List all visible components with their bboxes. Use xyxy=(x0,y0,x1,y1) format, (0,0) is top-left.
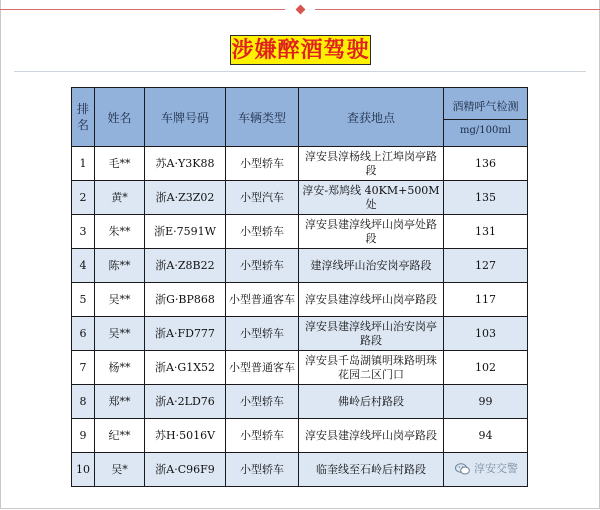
cell-name: 陈** xyxy=(95,249,145,283)
cell-location: 淳安县千岛湖镇明珠路明珠花园二区门口 xyxy=(299,351,444,385)
table-header-row xyxy=(72,88,528,147)
cell-plate: 浙G·BP868 xyxy=(145,283,226,317)
page-title: 涉嫌醉酒驾驶 xyxy=(231,37,370,63)
cell-plate: 苏H·5016V xyxy=(145,419,226,453)
cell-location: 淳安-郑鸠线 40KM+500M 处 xyxy=(299,181,444,215)
header-rank-label: 排名 xyxy=(76,102,89,132)
top-divider-right xyxy=(315,9,600,10)
table-row xyxy=(72,351,528,385)
cell-name: 吴** xyxy=(95,283,145,317)
cell-name: 黄* xyxy=(95,181,145,215)
cell-value: 135 xyxy=(444,181,528,215)
cell-rank: 3 xyxy=(72,215,95,249)
header-breath-test-label: 酒精呼气检测 xyxy=(452,100,519,113)
cell-rank: 1 xyxy=(72,147,95,181)
cell-rank: 9 xyxy=(72,419,95,453)
table-row xyxy=(72,283,528,317)
table-row xyxy=(72,419,528,453)
cell-plate: 浙A·2LD76 xyxy=(145,385,226,419)
table-row xyxy=(72,147,528,181)
table-row xyxy=(72,317,528,351)
header-vehicle-type: 车辆类型 xyxy=(226,88,299,147)
header-breath-test-divider xyxy=(444,119,527,120)
cell-location: 淳安县淳杨线上江埠岗亭路段 xyxy=(299,147,444,181)
cell-location: 临奎线至石岭后村路段 xyxy=(299,453,444,487)
cell-name: 毛** xyxy=(95,147,145,181)
cell-name: 吴** xyxy=(95,317,145,351)
cell-name: 朱** xyxy=(95,215,145,249)
cell-vehicle-type: 小型轿车 xyxy=(226,385,299,419)
table-row xyxy=(72,215,528,249)
header-breath-test xyxy=(444,88,528,147)
cell-vehicle-type: 小型轿车 xyxy=(226,147,299,181)
cell-value: 99 xyxy=(444,385,528,419)
cell-name: 郑** xyxy=(95,385,145,419)
cell-location: 建淳线坪山治安岗亭路段 xyxy=(299,249,444,283)
cell-value: 102 xyxy=(444,351,528,385)
dui-records-table xyxy=(71,87,528,487)
cell-location: 淳安县建淳线坪山岗亭路段 xyxy=(299,283,444,317)
header-rank xyxy=(72,88,95,147)
cell-vehicle-type: 小型轿车 xyxy=(226,249,299,283)
cell-plate: 苏A·Y3K88 xyxy=(145,147,226,181)
top-divider-left xyxy=(0,9,285,10)
cell-rank: 2 xyxy=(72,181,95,215)
cell-location: 淳安县建淳线坪山岗亭处路段 xyxy=(299,215,444,249)
cell-vehicle-type: 小型普通客车 xyxy=(226,283,299,317)
cell-value: 127 xyxy=(444,249,528,283)
cell-plate: 浙A·Z3Z02 xyxy=(145,181,226,215)
cell-location: 佛岭后村路段 xyxy=(299,385,444,419)
cell-vehicle-type: 小型轿车 xyxy=(226,453,299,487)
cell-name: 吴* xyxy=(95,453,145,487)
cell-plate: 浙A·Z8B22 xyxy=(145,249,226,283)
cell-location: 淳安县建淳线坪山治安岗亭路段 xyxy=(299,317,444,351)
cell-plate: 浙A·C96F9 xyxy=(145,453,226,487)
watermark xyxy=(455,460,527,478)
table-row xyxy=(72,181,528,215)
cell-vehicle-type: 小型轿车 xyxy=(226,419,299,453)
header-name: 姓名 xyxy=(95,88,145,147)
cell-rank: 4 xyxy=(72,249,95,283)
cell-vehicle-type: 小型轿车 xyxy=(226,215,299,249)
header-location: 查获地点 xyxy=(299,88,444,147)
cell-location: 淳安县建淳线坪山岗亭路段 xyxy=(299,419,444,453)
table-row xyxy=(72,249,528,283)
cell-plate: 浙E·7591W xyxy=(145,215,226,249)
cell-rank: 5 xyxy=(72,283,95,317)
table-row xyxy=(72,385,528,419)
cell-value: 131 xyxy=(444,215,528,249)
header-breath-test-unit: mg/100ml xyxy=(459,125,512,136)
cell-plate: 浙A·G1X52 xyxy=(145,351,226,385)
cell-rank: 6 xyxy=(72,317,95,351)
cell-rank: 8 xyxy=(72,385,95,419)
cell-name: 杨** xyxy=(95,351,145,385)
cell-rank: 7 xyxy=(72,351,95,385)
cell-vehicle-type: 小型轿车 xyxy=(226,317,299,351)
cell-value: 136 xyxy=(444,147,528,181)
watermark-text: 淳安交警 xyxy=(474,462,518,475)
cell-value: 117 xyxy=(444,283,528,317)
cell-vehicle-type: 小型汽车 xyxy=(226,181,299,215)
wechat-icon xyxy=(455,463,470,475)
title-divider xyxy=(14,71,586,72)
cell-plate: 浙A·FD777 xyxy=(145,317,226,351)
cell-value: 103 xyxy=(444,317,528,351)
cell-rank: 10 xyxy=(72,453,95,487)
header-plate: 车牌号码 xyxy=(145,88,226,147)
cell-vehicle-type: 小型普通客车 xyxy=(226,351,299,385)
cell-name: 纪** xyxy=(95,419,145,453)
cell-value: 94 xyxy=(444,419,528,453)
